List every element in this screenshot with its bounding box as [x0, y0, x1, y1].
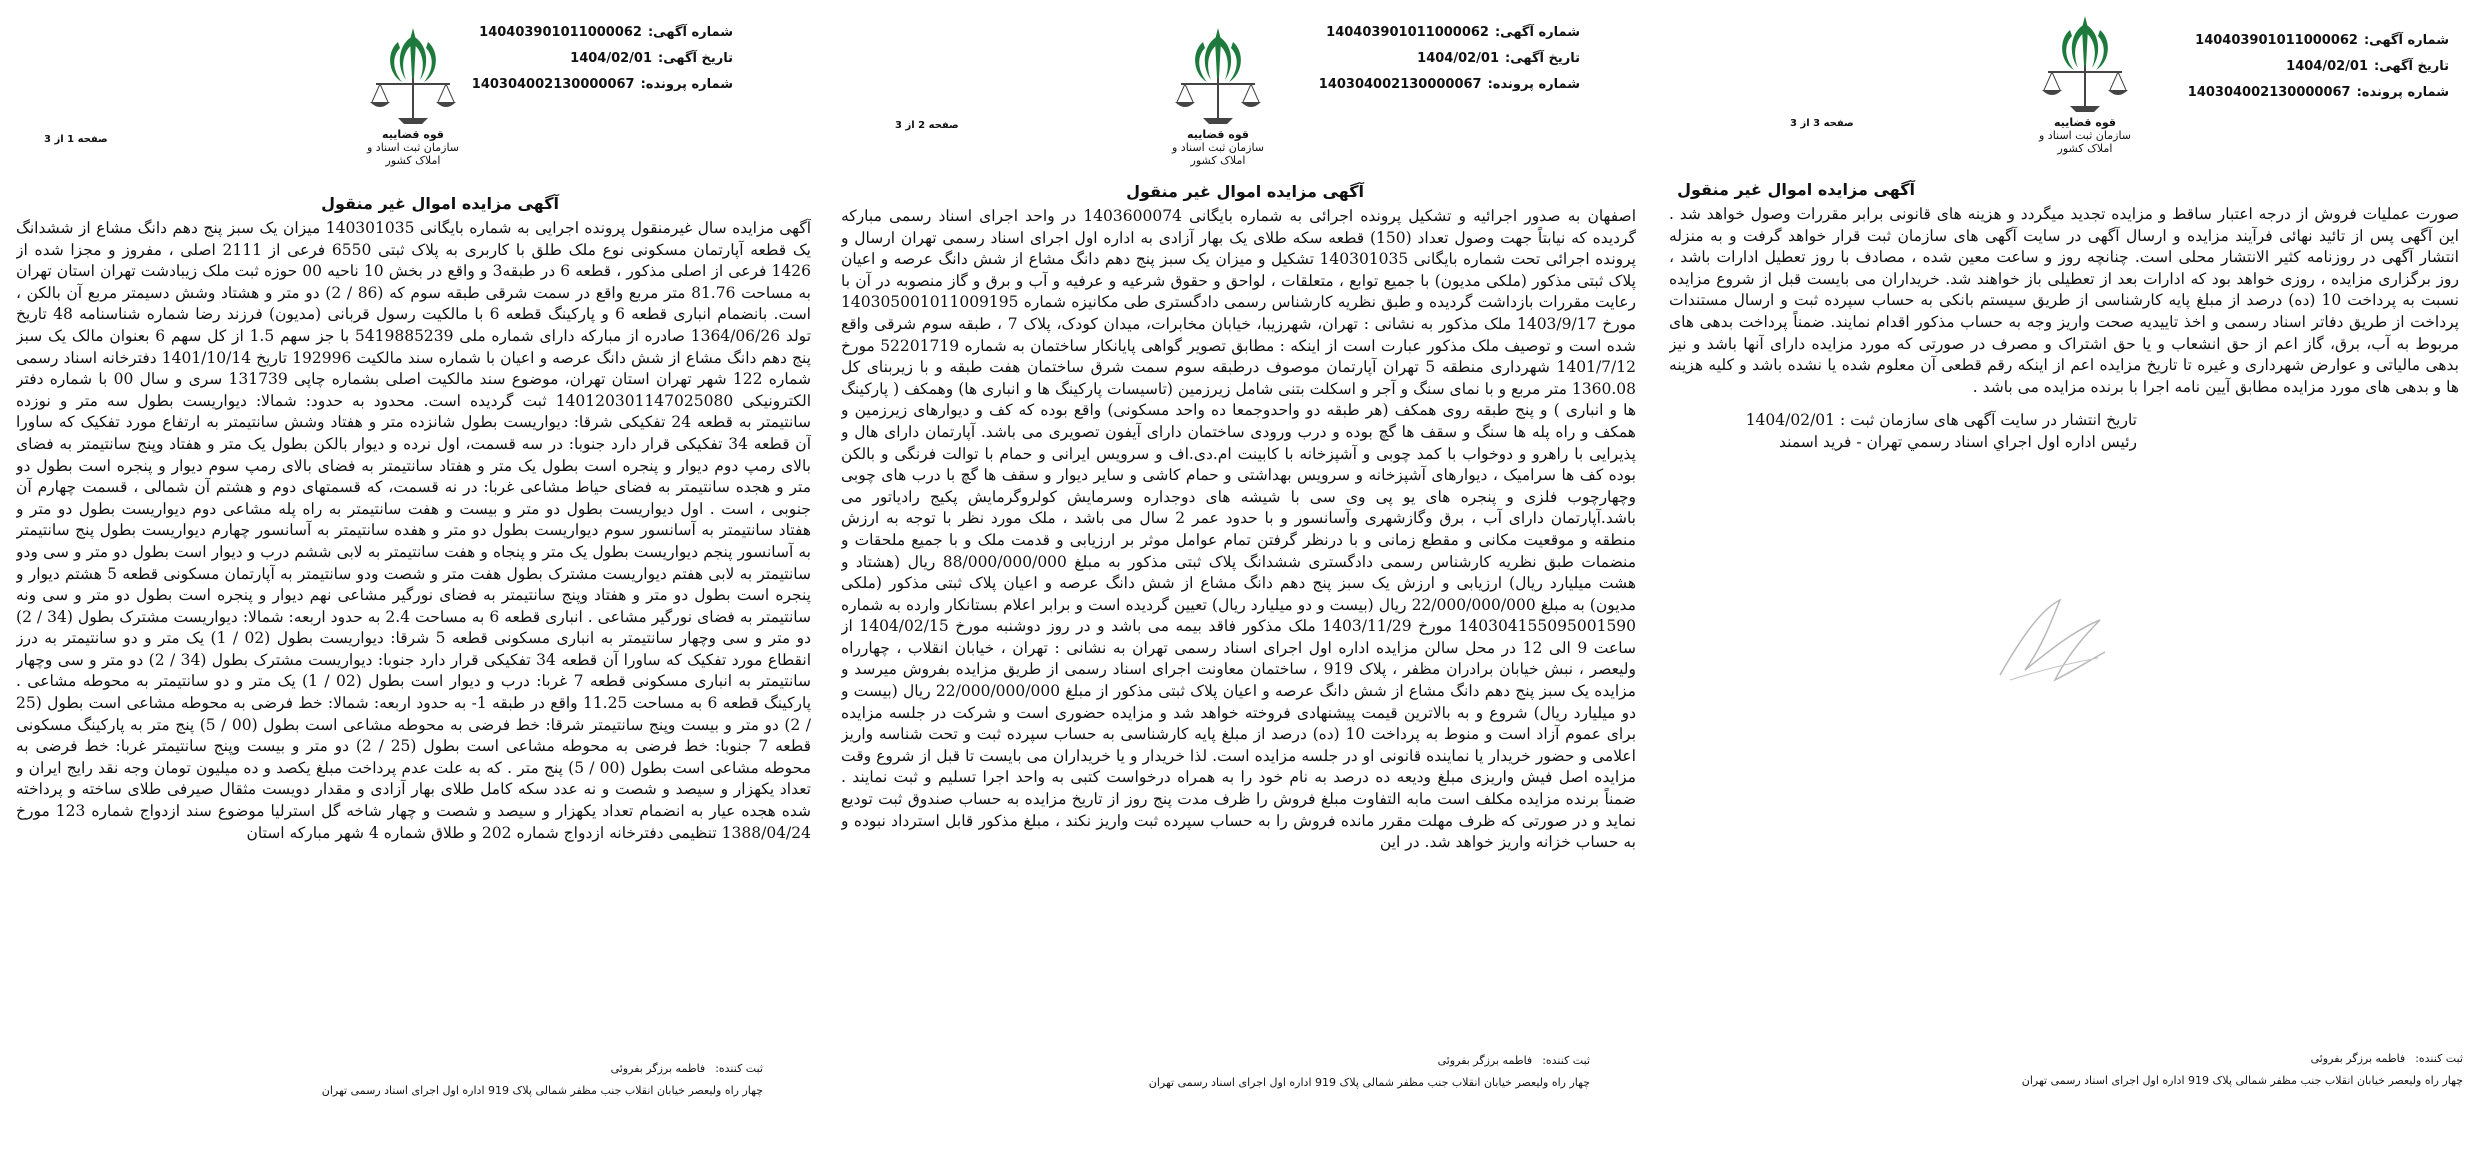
emblem-org-subname: سازمان ثبت اسناد و املاک کشور	[2038, 129, 2132, 155]
ad-date: 1404/02/01	[570, 51, 653, 66]
ad-number-label: شماره آگهی:	[647, 25, 733, 40]
notice-title: آگهی مزایده اموال غیر منقول	[1677, 180, 1915, 199]
registrar-name: فاطمه برزگر بفروئی	[610, 1062, 706, 1075]
notice-footer	[2022, 1048, 2463, 1092]
page-number: صفحه 2 از 3	[895, 120, 959, 131]
notice-title: آگهی مزایده اموال غیر منقول	[1126, 182, 1364, 201]
judiciary-emblem	[2030, 6, 2140, 156]
notice-header	[472, 20, 733, 98]
emblem-org-subname: سازمان ثبت اسناد و املاک کشور	[366, 141, 460, 167]
registrar-label: ثبت کننده:	[1542, 1054, 1590, 1067]
emblem-org-subname: سازمان ثبت اسناد و املاک کشور	[1171, 141, 1265, 167]
ad-date-label: تاریخ آگهی:	[2374, 59, 2449, 74]
emblem-icon	[358, 18, 468, 128]
registrar-name: فاطمه برزگر بفروئی	[2310, 1052, 2406, 1065]
notice-footer	[322, 1058, 763, 1102]
emblem-icon	[1163, 18, 1273, 128]
notice-footer	[1149, 1050, 1590, 1094]
file-number: 140304002130000067	[1318, 77, 1482, 92]
notice-body: آگهی مزایده سال غیرمنقول پرونده اجرایی به شماره بایگانی 140301035 میزان یک سبز پنج دهم دانگ مشاع از ششدانگ یک قطعه آپارتمان مسکونی نوع ملک طلق با کاربری به پلاک ثبتی 6550 فرعی از 2111 اصلی ، مفروز و مجزا شده از 1426 فرعی از اصلی مذکور ، قطعه 6 در طبقه3 و واقع در بخش 10 ناحیه 00 حوزه ثبت ملک زیبادشت تهران استان تهران به مساحت 81.76 متر مربع واقع در سمت شرقی طبقه سوم که (86 / 2) دو متر و هشتاد وشش دسیمتر مربع آن بالکن ، است. بانضمام انباری قطعه 6 و پارکینگ قطعه 6 با مالکیت رسول قربانی (مدیون) فرزند رضا شماره شناسنامه 48 تاریخ تولد 1364/06/26 صادره از مبارکه دارای شماره ملی 5419885239 با جز سهم 1.5 از کل سهم 6 بعنوان مالک یک سبز پنج دهم دانگ مشاع از شش دانگ عرصه و اعیان با شماره سند مالکیت 192996 تاریخ 1401/10/14 دفترخانه اسناد رسمی شماره 122 شهر تهران استان تهران، موضوع سند مالکیت اصلی بشماره چاپی 131739 سری و سال 00 با شماره دفتر الکترونیکی 140120301147025080 ثبت گردیده است. محدود به حدود: شمالا: دیواریست بطول سه متر و نوزده سانتیمتر به قطعه 24 تفکیکی شرقا: دیواریست بطول شانزده متر و هفتاد وشش سانتیمتر به ارتفاع مورد تفکیک که ساورا آن قطعه 34 تفکیکی قرار دارد جنوبا: در سه قسمت، اول نرده و دیوار بالکن بطول یک متر و هفتاد وپنج سانتیمتر به فضای بالای رمپ دوم دیوار و پنجره است بطول یک متر و هفتاد سانتیمتر به فضای بالای رمپ سوم دیوار و پنجره است بطول دو متر و هجده سانتیمتر به فضای حیاط مشاعی غربا: در نه قسمت، که قسمتهای دوم و هشتم آن شمالی ، قسمت چهارم آن جنوبی ، است . اول دیواریست بطول دو متر و بیست و هفت سانتیمتر به راه پله مشاعی دوم دیواریست بطول دو متر و هفتاد سانتیمتر به آسانسور سوم دیواریست بطول دو متر و هفده سانتیمتر به آسانسور چهارم دیواریست بطول پنج سانتیمتر به آسانسور پنجم دیواریست بطول یک متر و پنجاه و هفت سانتیمتر به لابی ششم درب و دیوار است بطول دو متر و سی ودو سانتیمتر به لابی هفتم دیواریست مشترک بطول هفت متر و شصت ودو سانتیمتر به آپارتمان مسکونی قطعه 5 هشتم دیوار و پنجره است بطول دو متر و هفتاد وپنج سانتیمتر به فضای نورگیر مشاعی نهم دیوار و پنجره است بطول دو متر و سی ونه سانتیمتر به فضای نورگیر مشاعی . انباری قطعه 6 به مساحت 2.4 به حدود اربعه: شمالا: دیواریست مشترک بطول (34 / 2) دو متر و سی وچهار سانتیمتر به انباری مسکونی قطعه 5 شرقا: دیواریست بطول (02 / 1) یک متر و دو سانتیمتر به درز انقطاع مورد تفکیک که ساورا آن قطعه 34 تفکیکی قرار دارد جنوبا: دیواریست مشترک بطول (34 / 2) دو متر و سی وچهار سانتیمتر به انباری مسکونی قطعه 7 غربا: درب و دیوار است بطول (02 / 1) یک متر و دو سانتیمتر به محوطه مشاعی . پارکینگ قطعه 6 به مساحت 11.25 واقع در طبقه 1- به حدود اربعه: شمالا: خط فرضی به محوطه مشاعی است بطول (25 / 2) دو متر و بیست وپنج سانتیمتر شرقا: خط فرضی به محوطه مشاعی است بطول (00 / 5) پنج متر به پارکینگ مسکونی قطعه 7 جنوبا: خط فرضی به محوطه مشاعی است بطول (25 / 2) دو متر و بیست وپنج سانتیمتر غربا: خط فرضی به محوطه مشاعی است بطول (00 / 5) پنج متر . که به علت عدم پرداخت مبلغ یکصد و ده میلیون تومان وجه نقد رایج ایران و تعداد یکهزار و سیصد و شصت و نه عدد سکه کامل طلای بهار آزادی و مقدار دویست مثقال صیرفی طلای ساخته و پرداخته شده هجده عیار به انضمام تعداد یکهزار و سیصد و شصت و چهار شاخه گل استرلیا موضوع سند ازدواج شماره 123 مورخ 1388/04/24 تنظیمی دفترخانه ازدواج شماره 202 و طلاق شماره 4 شهر مبارکه استان	[16, 219, 811, 842]
office-address: چهار راه ولیعصر خیابان انقلاب جنب مظفر شمالی پلاک 919 اداره اول اجرای اسناد رسمی تهران	[1148, 1076, 1590, 1089]
file-number: 140304002130000067	[471, 77, 635, 92]
ad-date-label: تاریخ آگهی:	[1505, 51, 1580, 66]
emblem-org-name: قوه قضاییه	[382, 128, 444, 141]
ad-number: 140403901011000062	[1326, 25, 1489, 40]
file-number: 140304002130000067	[2187, 85, 2351, 100]
notice-title: آگهی مزایده اموال غیر منقول	[321, 194, 559, 213]
registrar-name: فاطمه برزگر بفروئی	[1437, 1054, 1533, 1067]
ad-date: 1404/02/01	[2286, 59, 2369, 74]
emblem-org-name: قوه قضاییه	[2054, 116, 2116, 129]
handwritten-signature	[1980, 580, 2120, 700]
judiciary-emblem	[1163, 18, 1273, 168]
notice-body: اصفهان به صدور اجرائیه و تشکیل پرونده اجرائی به شماره بایگانی 1403600074 در واحد اجرای اسناد رسمی مبارکه گردیده که نیابتاً جهت وصول تعداد (150) قطعه سکه طلای یک بهار آزادی به اداره اول اجرای اسناد رسمی تهران ارسال و پرونده اجرائی تحت شماره بایگانی 140301035 تشکیل و میزان یک سبز پنج دهم دانگ مشاع از شش دانگ عرصه و اعیان پلاک ثبتی مذکور (ملکی مدیون) با جمیع توابع ، متعلقات ، لواحق و حقوق شرعیه و عرفیه و آب و برق و گاز منصوبه در آن با رعایت مقررات بازداشت گردیده و طبق نظریه کارشناس رسمی دادگستری طی مکانیزه شماره 140305001011009195 مورخ 1403/9/17 ملک مذکور به نشانی : تهران، شهرزیبا، خیابان مخابرات، میدان کودک، پلاک 7 ، طبقه سوم شرقی واقع شده است و توصیف ملک مذکور عبارت است از اینکه : مطابق تصویر گواهی پایانکار ساختمان به شماره 52201719 مورخ 1401/7/12 شهرداری منطقه 5 تهران آپارتمان موصوف درطبقه سوم سمت شرق ساختمان هفت طبقه و با زیربنای کل 1360.08 متر مربع و با نمای سنگ و آجر و اسکلت بتنی شامل زیرزمین (تاسیسات پارکینگ ها و انباری ها) وهمکف ( پارکینگ ها و انباری ) و پنج طبقه روی همکف (هر طبقه دو واحدوجمعا ده واحد مسکونی) واقع بوده که کف و دیوارهای زیرزمین و همکف و راه پله ها سنگ و سقف ها گچ بوده و درب ورودی ساختمان دارای آیفون تصویری می باشد. آپارتمان دارای هال و پذیرایی با راهرو و دوخواب با کمد چوبی و آشپزخانه با کابینت ام.دی.اف و سرویس ایرانی و حمام با توالت فرنگی و بالکن بوده کف ها سرامیک ، دیوارهای آشپزخانه و سرویس بهداشتی و حمام کاشی و سایر دیوار و سقف ها گچ با درب های چوبی وچهارچوب فلزی و پنجره های یو پی وی سی با شیشه های دوجداره وسرمایش کولروگرمایش پکیج رادیاتور می باشد.آپارتمان دارای آب ، برق وگازشهری وآسانسور و با حدود عمر 2 سال می باشد ، ملک مورد نظر با توجه به ارزش منطقه و موقعیت مکانی و مقطع زمانی و با درنظر گرفتن تمام عوامل موثر بر ارزیابی و قدمت ملک و با جمیع ملحقات و منضمات طبق نظریه کارشناس رسمی دادگستری ششدانگ پلاک ثبتی مذکور به مبلغ 88/000/000/000 ریال (هشتاد و هشت میلیارد ریال) ارزیابی و ارزش یک سبز پنج دهم دانگ مشاع از شش دانگ عرصه و اعیان پلاک ثبتی مذکور (ملکی مدیون) به مبلغ 22/000/000/000 ریال (بیست و دو میلیارد ریال) تعیین گردیده است و برابر اعلام بستانکار وارده به شماره 140304155095001590 مورخ 1403/11/29 ملک مذکور فاقد بیمه می باشد و در روز دوشنبه مورخ 1404/02/15 از ساعت 9 الی 12 در محل سالن مزایده اداره اول اجرای اسناد رسمی تهران به نشانی : تهران ، خیابان انقلاب ، چهارراه ولیعصر ، نبش خیابان برادران مظفر ، پلاک 919 ، ساختمان معاونت اجرای اسناد رسمی از طریق مزایده بفروش میرسد و مزایده یک سبز پنج دهم دانگ مشاع از شش دانگ عرصه و اعیان پلاک ثبتی مذکور از مبلغ 22/000/000/000 ریال (بیست و دو میلیارد ریال) شروع و به بالاترین قیمت پیشنهادی فروخته خواهد شد و مزایده حضوری است و شرکت در جلسه مزایده برای عموم آزاد است و منوط به پرداخت 10 (ده) درصد از مبلغ پایه کارشناسی به حساب سپرده ثبت و تحت شناسه واریز اعلامی و حضور خریدار یا نماینده قانونی او در جلسه مزایده است. لذا خریدار و یا خریداران می بایست تا قبل از شروع وقت مزایده اصل فیش واریزی مبلغ ودیعه ده درصد به نام خود را به همراه درخواست کتبی به واحد اجرا تسلیم و ثبت نمایند . ضمناً برنده مزایده مکلف است مابه التفاوت مبلغ فروش را ظرف مدت پنج روز از تاریخ مزایده به حساب صندوق ثبت تودیع نماید و در صورتی که ظرف مهلت مقرر مانده فروش را به حساب سپرده ثبت واریز نکند ، مبلغ مذکور قابل استرداد نبوده و به حساب خزانه واریز خواهد شد. در این	[841, 207, 1636, 852]
ad-date: 1404/02/01	[1417, 51, 1500, 66]
office-address: چهار راه ولیعصر خیابان انقلاب جنب مظفر شمالی پلاک 919 اداره اول اجرای اسناد رسمی تهران	[321, 1084, 763, 1097]
notice-header	[2188, 28, 2449, 106]
page-number: صفحه 3 از 3	[1790, 118, 1854, 129]
notice-page-1	[0, 0, 825, 1150]
notice-page-2	[825, 0, 1650, 1150]
emblem-org-name: قوه قضاییه	[1187, 128, 1249, 141]
notice-body: صورت عملیات فروش از درجه اعتبار ساقط و مزایده تجدید میگردد و هزینه های قانونی برابر مقررات وصول خواهد شد . این آگهی پس از تائید نهائی فرآیند مزایده و ارسال آگهی در سایت آگهی های سازمان ثبت قرار خواهد گرفت و به منزله انتشار آگهی در روزنامه کثیر الانتشار محلی است. چنانچه روز و ساعت معین شده ، مصادف با روز تعطیل ادارات باشد ، روز برگزاری مزایده ، روزی خواهد بود که ادارات بعد از تعطیلی باز خواهند شد. خریداران می بایست قبل از شروع مزایده نسبت به پرداخت 10 (ده) درصد از مبلغ پایه کارشناسی از طریق سیستم بانکی به حساب سپرده ثبت و ارسال مستندات پرداخت از طریق دفاتر اسناد رسمی و اخذ تاییدیه صحت واریز وجه به حساب مذکور اقدام نمایند. ضمناً پرداخت بدهی های مربوط به آب، برق، گاز اعم از حق انشعاب و یا حق اشتراک و مصرف در صورتی که مورد مزایده دارای آنها باشد و نیز بدهی مالیاتی و عوارض شهرداری و غیره تا تاریخ مزایده اعم از اینکه رقم قطعی آن معلوم شده یا نشده باشد و کلیه هزینه ها و بدهی های مورد مزایده مطابق آیین نامه اجرا با برنده مزایده می باشد .	[1669, 205, 2459, 396]
ad-number-label: شماره آگهی:	[1494, 25, 1580, 40]
judiciary-emblem	[358, 18, 468, 168]
emblem-icon	[2030, 6, 2140, 116]
notice-header	[1319, 20, 1580, 98]
file-number-label: شماره پرونده:	[1487, 77, 1580, 92]
registrar-label: ثبت کننده:	[2415, 1052, 2463, 1065]
registrar-label: ثبت کننده:	[715, 1062, 763, 1075]
file-number-label: شماره پرونده:	[640, 77, 733, 92]
ad-number: 140403901011000062	[479, 25, 642, 40]
ad-number: 140403901011000062	[2195, 33, 2358, 48]
ad-number-label: شماره آگهی:	[2363, 33, 2449, 48]
notice-page-3	[1650, 0, 2475, 1150]
page-number: صفحه 1 از 3	[44, 134, 108, 145]
publish-date-line: تاریخ انتشار در سایت آگهی های سازمان ثبت : 1404/02/01	[1745, 411, 2137, 429]
office-address: چهار راه ولیعصر خیابان انقلاب جنب مظفر شمالی پلاک 919 اداره اول اجرای اسناد رسمی تهران	[2021, 1074, 2463, 1087]
ad-date-label: تاریخ آگهی:	[658, 51, 733, 66]
official-signature-line: رئیس اداره اول اجراي اسناد رسمي تهران - فرید اسمند	[1779, 433, 2137, 451]
file-number-label: شماره پرونده:	[2356, 85, 2449, 100]
